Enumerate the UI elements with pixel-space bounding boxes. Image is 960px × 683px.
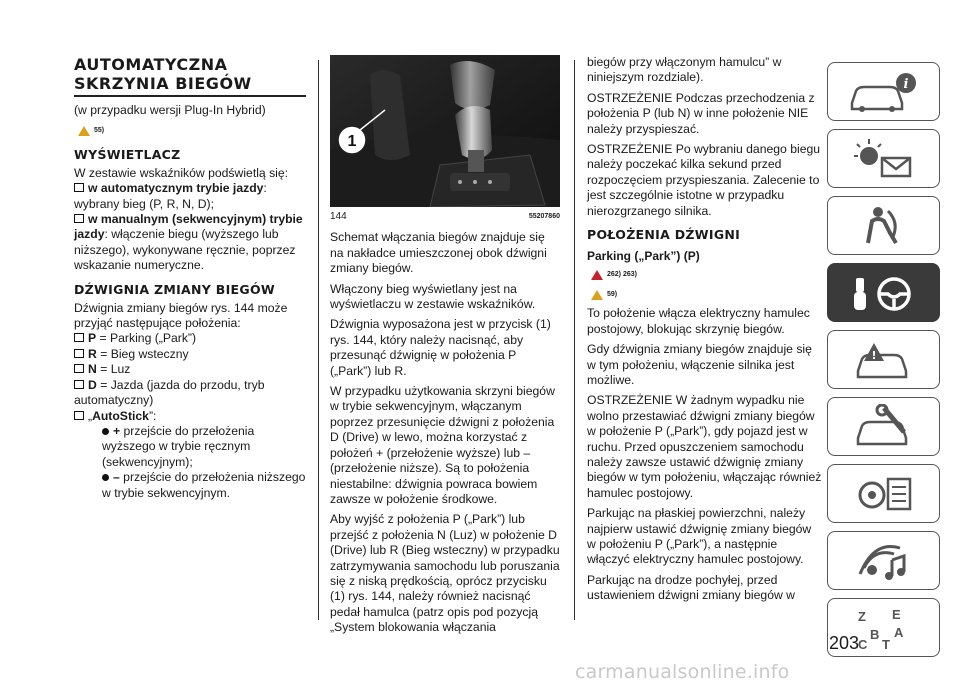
tab-car-info[interactable] [827,62,940,121]
autostick-prefix: „ [88,408,93,423]
paragraph: Dźwignia wyposażona jest w przycisk (1) rys. 144, który należy nacisnąć, aby przesunąć dźwignię w położenia P („Park”) lub R. [330,317,551,378]
pos-p-text: = Parking („Park”) [96,331,197,346]
svg-text:i: i [903,76,908,92]
list-item-r [74,347,306,362]
paragraph: Gdy dźwignia zmiany biegów znajduje się w tym położeniu, włączenie silnika jest możliwe. [587,342,812,387]
section-lever-title: DŹWIGNIA ZMIANY BIEGÓW [74,281,275,297]
item-manual-bold: w manualnym (sekwencyjnym) trybie jazdy [74,212,303,242]
maintenance-icon [844,404,924,450]
tab-safety[interactable] [827,196,940,255]
autostick-suffix: ”: [148,408,157,423]
paragraph: Parkując na płaskiej powierzchni, należy najpierw ustawić dźwignię zmiany biegów w położeniu P („Park”), a następnie włączyć elektryczny hamulec postojowy. [587,506,812,567]
warning-triangle-icon [591,290,603,300]
sub-item-minus [102,470,306,501]
column-divider [574,60,575,620]
safety-seat-icon [844,203,924,249]
svg-text:C: C [857,636,867,651]
svg-text:E: E [891,606,901,622]
tab-warning-lights[interactable] [827,129,940,188]
bullet-dot-icon [102,474,109,481]
warning-ref-number: 55) [94,127,105,135]
checkbox-bullet-icon [74,349,84,358]
checkbox-bullet-icon [74,364,84,373]
watermark: carmanualsonline.info [575,661,790,683]
lever-intro: Dźwignia zmiany biegów rys. 144 może przyjąć następujące położenia: [74,300,288,331]
pos-d-text: = Jazda (jazda do przodu, tryb automatyczny) [74,377,265,408]
paragraph: OSTRZEŻENIE W żadnym wypadku nie wolno przestawiać dźwigni zmiany biegów w położenie P („Park”), gdy pojazd jest w ruchu. Przed opuszczeniem samochodu należy zawsze ustawić dźwignię zmiany biegów w tym położeniu, włączając również hamulec postojowy. [587,393,822,500]
autostick-bold: AutoStick [92,408,149,423]
column-left [74,55,306,501]
figure-caption [330,209,560,224]
gear-lever-photo [330,55,560,207]
paragraph: OSTRZEŻENIE Podczas przechodzenia z położenia P (lub N) w inne położenie NIE należy przyspieszać. [587,90,815,136]
column-divider [318,60,319,620]
tab-multimedia[interactable] [827,531,940,590]
section-display-title: WYŚWIETLACZ [74,146,181,162]
column-middle [330,55,560,641]
multimedia-icon [844,538,924,584]
chapter-tabs [827,62,940,665]
chapter-title-block [74,55,306,97]
figure-code: 55207860 [528,213,560,220]
minus-bold: – [113,470,120,485]
page-number: 203 [829,633,860,653]
section-positions-title: POŁOŻENIA DŹWIGNI [587,227,741,243]
paragraph: Parkując na drodze pochyłej, przed ustawieniem dźwigni zmiany biegów w [587,572,795,603]
list-item-n [74,362,306,377]
checkbox-bullet-icon [74,183,84,192]
svg-text:T: T [881,636,890,651]
checkbox-bullet-icon [74,411,84,420]
item-auto-text: : wybrany bieg (P, R, N, D); [74,181,267,211]
bullet-dot-icon [102,428,109,435]
key-steering-icon [844,270,924,316]
checkbox-bullet-icon [74,333,84,342]
pos-r-bold: R [88,346,97,361]
breakdown-icon [844,337,924,383]
tab-technical-data[interactable] [827,464,940,523]
chapter-title-line2: SKRZYNIA BIEGÓW [74,74,252,93]
car-info-icon [844,69,924,115]
paragraph: biegów przy włączonym hamulcu” w niniejszym rozdziale). [587,55,782,85]
pos-d-bold: D [88,377,97,392]
pos-n-text: = Luz [96,362,131,377]
list-item-p [74,331,306,346]
paragraph: Aby wyjść z położenia P („Park”) lub przejść z położenia N (Luz) w położenie D (Drive) lub R (Bieg wsteczny) w przypadku zatrzymywania samochodu lub poruszania się z niską prędkością, oprócz przycisku (1) rys. 144, należy również nacisnąć pedał hamulca (patrz opis pod pozycją „System blokowania włączania [330,512,560,635]
warning-triangle-icon [78,126,90,136]
tab-start-driving[interactable] [827,263,940,322]
danger-reference [591,267,822,282]
list-item-d [74,378,306,409]
column-right [587,55,822,609]
sub-item-plus [102,424,306,470]
svg-text:B: B [869,626,879,642]
danger-ref-numbers: 262) 263) [607,271,637,279]
minus-text: przejście do przełożenia niższego w trybie sekwencyjnym. [102,470,306,500]
pos-p-bold: P [88,331,97,346]
subtitle: (w przypadku wersji Plug-In Hybrid) [74,103,266,117]
tab-breakdown[interactable] [827,330,940,389]
plus-bold: + [113,423,121,438]
svg-text:Z: Z [857,608,866,624]
display-intro: W zestawie wskaźników podświetlą się: [74,165,289,180]
danger-triangle-icon [591,270,603,280]
svg-text:!: ! [870,348,877,362]
paragraph: Schemat włączania biegów znajduje się na nakładce umieszczonej obok dźwigni zmiany biegów. [330,230,547,276]
pos-n-bold: N [88,362,97,377]
figure-number: 144 [330,211,347,222]
subsection-park-title: Parking („Park”) (P) [587,249,700,264]
list-item-manual [74,212,306,274]
paragraph: OSTRZEŻENIE Po wybraniu danego biegu należy poczekać kilka sekund przed rozpoczęciem przyspieszania. Zalecenie to jest szczególnie istotne w przypadku nierozgrzanego silnika. [587,142,821,218]
tab-maintenance[interactable] [827,397,940,456]
list-item-auto [74,181,306,212]
paragraph: W przypadku użytkowania skrzyni biegów w trybie sekwencyjnym, włączanym poprzez przesunięcie dźwigni z położenia D (Drive) w lewo, można korzystać z położeń + (przełożenie wyższe) lub – (przełożenie niższe). Są to położenia niestabilne: dźwignia powraca bowiem zawsze w położenie środkowe. [330,384,555,506]
warning-lights-icon [844,136,924,182]
item-auto-bold: w automatycznym trybie jazdy [88,181,264,196]
list-item-autostick [74,409,306,424]
warning-reference [591,287,822,302]
plus-text: przejście do przełożenia wyższego w trybie ręcznym (sekwencyjnym); [102,423,255,469]
svg-text:A: A [893,624,903,640]
checkbox-bullet-icon [74,380,84,389]
technical-data-icon [844,471,924,517]
callout-1: 1 [347,133,357,150]
pos-r-text: = Bieg wsteczny [96,346,189,361]
gear-lever-illustration [330,55,560,207]
item-manual-text: : włączenie biegu (wyższego lub niższego), wykonywane ręcznie, poprzez wskazanie numeryczne. [74,227,296,273]
warning-ref-number: 59) [607,290,618,298]
paragraph: Włączony bieg wyświetlany jest na wyświetlaczu w zestawie wskaźników. [330,281,536,312]
chapter-title-line1: AUTOMATYCZNA [74,55,228,74]
paragraph: To położenie włącza elektryczny hamulec postojowy, blokując skrzynię biegów. [587,306,810,336]
warning-reference [78,123,306,138]
checkbox-bullet-icon [74,214,84,223]
